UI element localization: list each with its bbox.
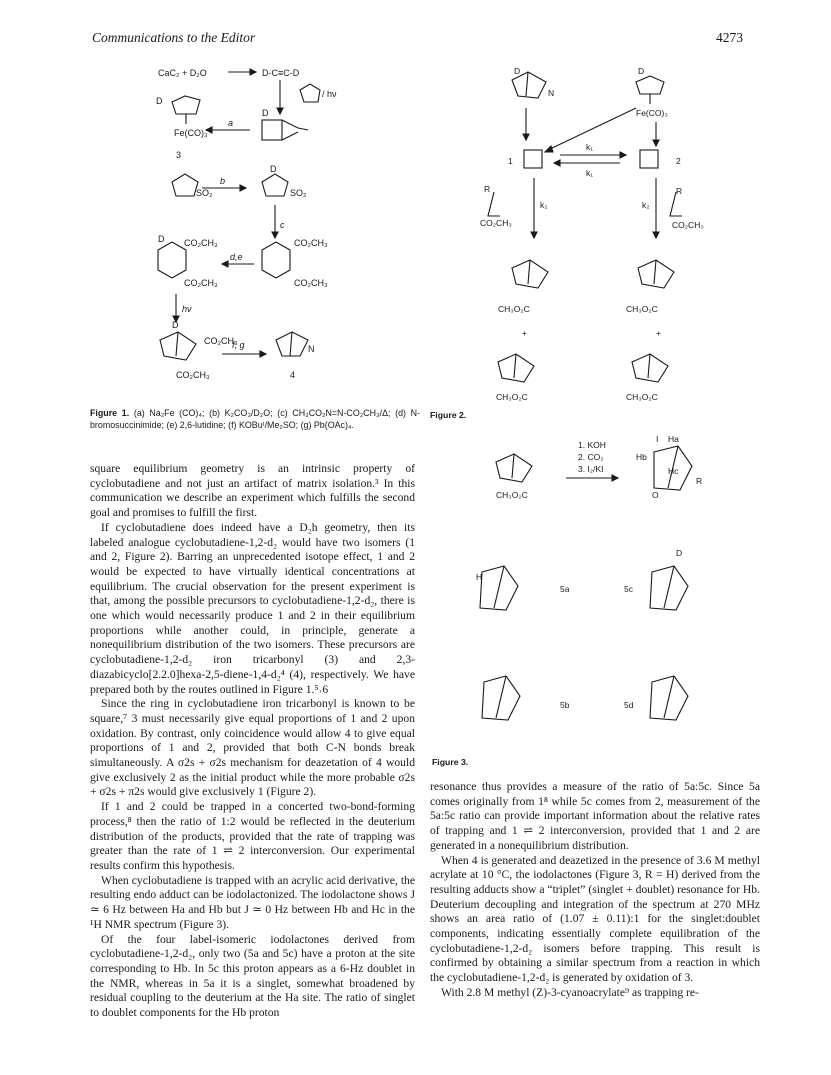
fig1-step-fg: f, g xyxy=(232,340,245,350)
figure-1-drawing xyxy=(158,69,320,360)
fig1-compound3-metal: Fe(CO)₃ xyxy=(174,128,208,138)
fig3-step-2: 2. CO₂ xyxy=(578,452,604,462)
fig1-co2ch3-c: CO₂CH₃ xyxy=(294,238,328,248)
fig3-step-3: 3. I₂/KI xyxy=(578,464,604,474)
page-number: 4273 xyxy=(716,30,743,45)
fig2-d-b: D xyxy=(638,66,645,76)
fig1-compound4-number: 4 xyxy=(290,370,296,380)
left-paragraph: When cyclobutadiene is trapped with an acrylic acid derivative, the resulting endo adduct can be iodolactonized. The iodolactone shows J ≃ 6 Hz between Ha and Hb but J ≃ 0 Hz between Hb and Hc in the ¹H NMR spectrum (Figure 3). xyxy=(90,873,415,931)
fig1-hv-label: / hν xyxy=(322,89,337,99)
fig2-k1-bottom: k₁ xyxy=(586,168,594,178)
fig3-ch3o2c: CH₃O₂C xyxy=(496,490,528,500)
fig1-so2-right: SO₂ xyxy=(290,188,307,198)
fig3-atom-r: R xyxy=(696,476,703,486)
fig2-ch3o2c-a: CH₃O₂C xyxy=(498,304,530,314)
fig1-d-d: D xyxy=(158,234,165,244)
fig1-co2ch3-e: CO₂CH₃ xyxy=(204,336,238,346)
figure-1-caption-text: (a) Na₂Fe (CO)₄; (b) K₂CO₃/D₂O; (c) CH₃CO₂N=N-CO₂CH₃/Δ; (d) N-bromosuccinimide; (e) 2,6-lutidine; (f) KOBuᵗ/Me₂SO; (g) Pb(OAc)₄. xyxy=(90,408,421,430)
fig2-k1-top: k₁ xyxy=(586,142,594,152)
fig3-label-5a: 5a xyxy=(560,584,570,594)
fig1-d-a: D xyxy=(156,96,163,106)
fig3-atom-i: I xyxy=(656,434,659,444)
left-paragraph: square equilibrium geometry is an intrinsic property of cyclobutadiene and not just an artifact of matrix isolation.³ In this communication we describe an experiment which fulfills the second goal and promises to fulfill the first. xyxy=(90,462,415,520)
fig1-co2ch3-d: CO₂CH₃ xyxy=(294,278,328,288)
left-column xyxy=(90,462,415,1021)
fig1-reaction-lhs: CaC₂ + D₂O xyxy=(158,68,207,78)
right-paragraph: When 4 is generated and deazetized in the presence of 3.6 M methyl acrylate at 10 °C, the iodolactones (Figure 3, R = H) derived from the resulting adducts show a “triplet” (singlet + doublet) resonance for Hb. Deuterium decoupling and integration of the spectrum at 270 MHz shows an area ratio of (1.07 ± 0.11):1 for the singlet:doublet components, indicating essentially complete equilibration of the cyclobutadiene-1,2-d₂ isomers before trapping. This result is confirmed by obtaining a similar spectrum from a reaction in which the cyclobutadiene-1,2-d₂ is generated by oxidation of 3. xyxy=(430,853,760,985)
fig1-n-a: N xyxy=(308,344,315,354)
running-head: Communications to the Editor xyxy=(92,30,256,45)
right-paragraph: With 2.8 M methyl (Z)-3-cyanoacrylate⁹ as trapping re- xyxy=(441,985,699,999)
fig3-step-1: 1. KOH xyxy=(578,440,606,450)
fig3-atom-hc: Hc xyxy=(668,466,679,476)
fig1-step-b: b xyxy=(220,176,226,186)
figure-3-label: Figure 3. xyxy=(432,757,469,767)
left-paragraph: If 1 and 2 could be trapped in a concerted two-bond-forming process,⁸ then the ratio of 1:2 would be reflected in the deuterium distribution of the products, provided that the rate of trapping was greater than the rate of 1 ⇌ 2 interconversion. Our experimental results confirm this hypothesis. xyxy=(90,800,415,872)
figure-1-caption-label: Figure 1. xyxy=(90,408,130,418)
fig2-r-left: R xyxy=(484,184,491,194)
fig2-ch3o2c-d: CH₃O₂C xyxy=(626,392,658,402)
fig2-k2-left: k₂ xyxy=(540,200,548,210)
fig1-compound3-number: 3 xyxy=(176,150,182,160)
fig3-atom-h: H xyxy=(476,572,483,582)
figure-1-caption xyxy=(90,408,420,431)
fig1-step-c: c xyxy=(280,220,285,230)
fig3-atom-hb: Hb xyxy=(636,452,647,462)
fig3-atom-ha: Ha xyxy=(668,434,679,444)
fig2-plus-right: + xyxy=(656,328,661,338)
left-paragraph: Of the four label-isomeric iodolactones derived from cyclobutadiene-1,2-d₂, only two (5a and 5c) have a proton at the site corresponding to Hb. In 5c this proton appears as a 6-Hz doublet in the NMR, whereas in 5a it is a singlet, somewhat broadened by residual coupling to the deuterium at the Ha site. The ratio of singlet to doublet components for the Hb proton xyxy=(90,932,415,1020)
fig2-co2ch3-right: CO₂CH₃ xyxy=(672,220,704,230)
fig2-d-a: D xyxy=(514,66,521,76)
fig3-label-5b: 5b xyxy=(560,700,570,710)
figure-3-drawing xyxy=(480,446,692,720)
figure-2-drawing xyxy=(488,72,682,382)
fig3-atom-o: O xyxy=(652,490,659,500)
fig2-co2ch3-left: CO₂CH₃ xyxy=(480,218,512,228)
fig3-atom-d: D xyxy=(676,548,683,558)
fig2-fe-co3: Fe(CO)₃ xyxy=(636,108,668,118)
fig2-n-a: N xyxy=(548,88,555,98)
fig1-d-b: D xyxy=(262,108,269,118)
fig1-step-a: a xyxy=(228,118,234,128)
fig1-d-e: D xyxy=(172,320,179,330)
fig1-co2ch3-a: CO₂CH₃ xyxy=(184,238,218,248)
fig1-d-c: D xyxy=(270,164,277,174)
right-paragraph: resonance thus provides a measure of the ratio of 5a:5c. Since 5a comes originally from 1⁸ while 5c comes from 2, measurement of the 5a:5c ratio can provide important information about the relative rates of trapping and 1 ⇌ 2 interconversion, provided that 1 and 2 are generated in a nonequilibrium distribution. xyxy=(430,780,760,852)
right-column xyxy=(430,780,760,1001)
fig2-compound2: 2 xyxy=(676,156,681,166)
left-paragraph: Since the ring in cyclobutadiene iron tricarbonyl is known to be square,⁷ 3 must necessarily give equal proportions of 1 and 2 upon oxidation. By contrast, only coincidence would allow 4 to give equal proportions of 1 and 2, provided that both C-N bonds break simultaneously. A σ2s + σ2s mechanism for deazetation of 4 would give exclusively 2 as the initial product while the more probable σ2s + σ2s + π2s would give exclusively 1 (Figure 2). xyxy=(90,697,415,799)
fig2-plus-left: + xyxy=(522,328,527,338)
fig1-reaction-rhs: D-C≡C-D xyxy=(262,68,300,78)
fig2-ch3o2c-b: CH₃O₂C xyxy=(626,304,658,314)
fig2-r-right: R xyxy=(676,186,683,196)
left-paragraph: If cyclobutadiene does indeed have a D₂h geometry, then its labeled analogue cyclobutadiene-1,2-d₂ would have two isomers (1 and 2, Figure 2). Barring an unprecedented isotope effect, 1 and 2 would be expected to have virtually identical concentrations at equilibrium. The crucial observation for the present experiment is that, among the possible precursors to cyclobutadiene-1,2-d₂, there is one which would necessarily produce 1 and 2 in their equilibrium proportions while another could, in principle, generate a nonequilibrium distribution of the two isomers. These precursors are cyclobutadiene-1,2-d₂ iron tricarbonyl (3) and 2,3-diazabicyclo[2.2.0]hexa-2,5-diene-1,4-d₂⁴ (4), respectively. We have prepared both by the routes outlined in Figure 1.⁵˒6 xyxy=(90,520,415,696)
fig1-so2-left: SO₂ xyxy=(196,188,213,198)
fig2-k2-right: k₂ xyxy=(642,200,650,210)
fig2-compound1: 1 xyxy=(508,156,513,166)
fig2-ch3o2c-c: CH₃O₂C xyxy=(496,392,528,402)
fig3-label-5c: 5c xyxy=(624,584,633,594)
figure-2-label: Figure 2. xyxy=(430,410,467,420)
fig1-co2ch3-f: CO₂CH₃ xyxy=(176,370,210,380)
fig1-co2ch3-b: CO₂CH₃ xyxy=(184,278,218,288)
fig3-label-5d: 5d xyxy=(624,700,634,710)
fig1-step-hv: hν xyxy=(182,304,192,314)
fig1-step-de: d,e xyxy=(230,252,243,262)
